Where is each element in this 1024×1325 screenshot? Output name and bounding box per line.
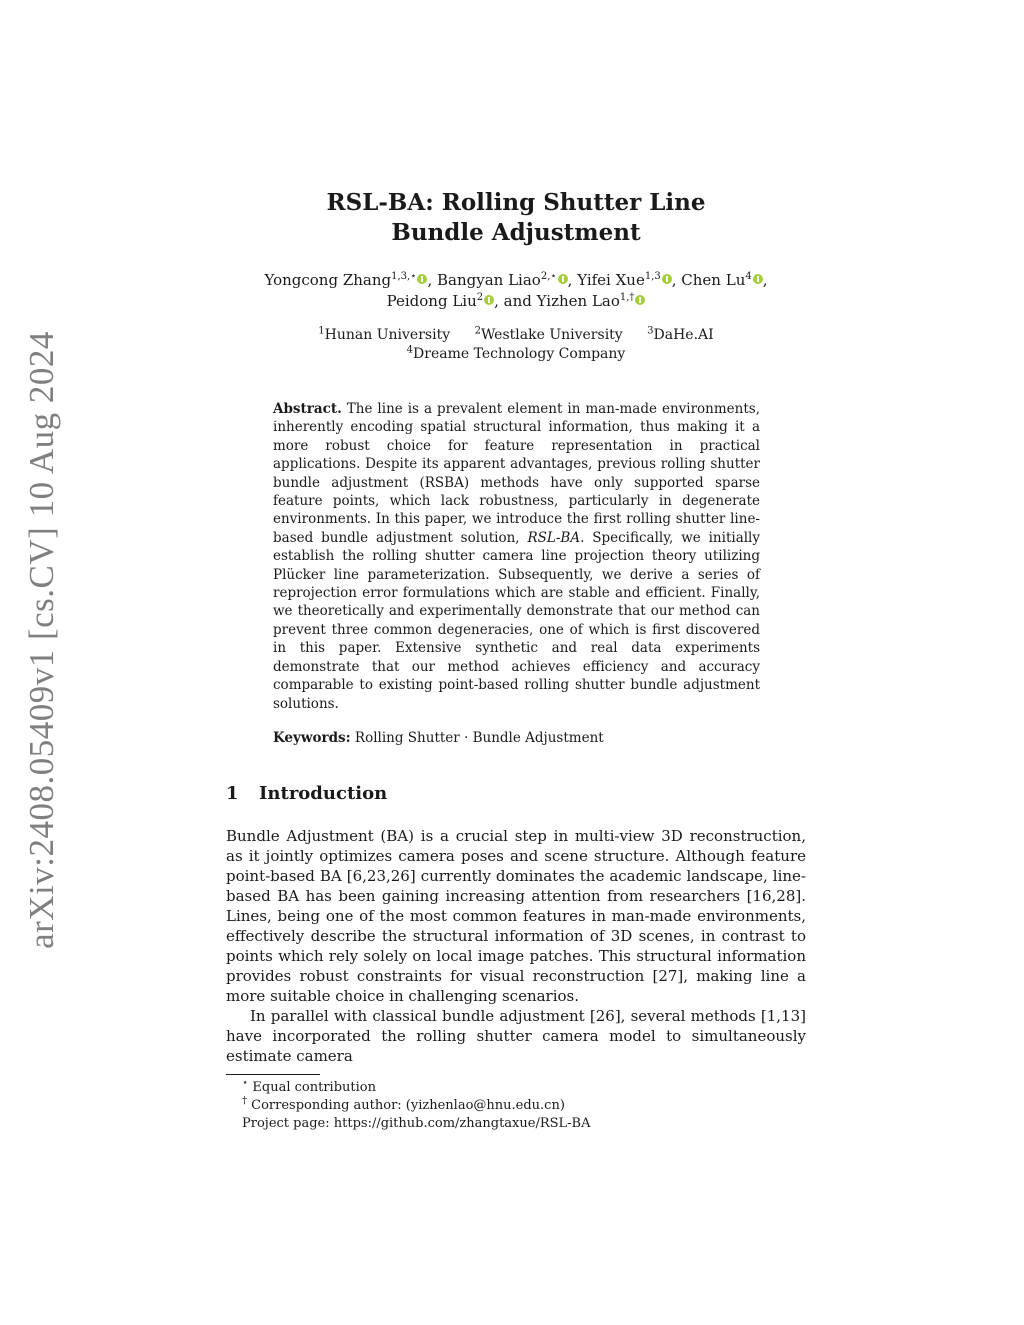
affiliation-list xyxy=(226,326,806,364)
paper-title xyxy=(226,188,806,248)
keywords-text: Rolling Shutter · Bundle Adjustment xyxy=(350,729,604,746)
orcid-icon[interactable] xyxy=(558,274,568,284)
orcid-icon[interactable] xyxy=(635,295,645,305)
abstract-label: Abstract. xyxy=(273,401,342,417)
author-affil-sup: 2 xyxy=(476,292,484,303)
affiliation: Dreame Technology Company xyxy=(413,346,626,362)
affiliation: DaHe.AI xyxy=(653,327,714,343)
orcid-icon[interactable] xyxy=(484,295,494,305)
footnote-equal-contribution: ⋆ Equal contribution xyxy=(242,1077,376,1095)
section-title: Introduction xyxy=(259,782,388,804)
author-separator: , xyxy=(427,271,438,289)
author-name: Bangyan Liao xyxy=(437,271,541,289)
affil-sup: 3 xyxy=(647,325,654,337)
affiliation: Hunan University xyxy=(324,327,451,343)
keywords-label: Keywords: xyxy=(273,729,351,746)
affil-sup: 2 xyxy=(474,325,481,337)
author-list xyxy=(226,270,806,312)
paragraph: Bundle Adjustment (BA) is a crucial step in multi-view 3D reconstruction, as it jointly optimizes camera poses and scene structure. Although feature point-based BA [6,23,26] currently dominates the academic landscape, line-based BA has been gaining increasing attention from researchers [16,28]. Lines, being one of the most common features in man-made environments, effectively describe the structural information of 3D scenes, in contrast to points which rely solely on local image patches. This structural information provides robust constraints for visual reconstruction [27], making line a more suitable choice in challenging scenarios. xyxy=(226,826,806,1005)
author-affil-sup: 2,⋆ xyxy=(540,271,557,282)
abstract-text-part2: . Specifically, we initially establish the rolling shutter camera line projection theory utilizing Plücker line parameterization. Subsequently, we derive a series of reprojection error formulations which are stable and efficient. Finally, we theoretically and experimentally demonstrate that our method can prevent three common degeneracies, one of which is first discovered in this paper. Extensive synthetic and real data experiments demonstrate that our method achieves efficiency and accuracy comparable to existing point-based rolling shutter bundle adjustment solutions. xyxy=(273,529,761,712)
paper-page xyxy=(226,188,806,1133)
orcid-icon[interactable] xyxy=(417,274,427,284)
section-heading xyxy=(226,783,806,804)
abstract-text-part1: The line is a prevalent element in man-made environments, inherently encoding spatial structural information, thus making it a more robust choice for feature representation in practical applications. Despite its apparent advantages, previous rolling shutter bundle adjustment (RSBA) methods have only supported sparse feature points, which lack robustness, particularly in degenerate environments. In this paper, we introduce the first rolling shutter line-based bundle adjustment solution, xyxy=(273,401,760,546)
paragraph: In parallel with classical bundle adjustment [26], several methods [1,13] have incorporated the rolling shutter camera model to simultaneously estimate camera xyxy=(226,1006,806,1065)
introduction-body xyxy=(226,826,806,1066)
title-line-2: Bundle Adjustment xyxy=(391,219,641,246)
title-line-1: RSL-BA: Rolling Shutter Line xyxy=(326,189,706,216)
orcid-icon[interactable] xyxy=(662,274,672,284)
orcid-icon[interactable] xyxy=(753,274,763,284)
author-separator: , xyxy=(762,271,768,289)
author-affil-sup: 1,† xyxy=(619,292,635,303)
footnote-mark: † xyxy=(242,1095,247,1107)
author-separator: , and xyxy=(494,292,537,310)
footnote-mark: ⋆ xyxy=(242,1077,249,1089)
author-name: Chen Lu xyxy=(681,271,746,289)
author-name: Yongcong Zhang xyxy=(264,271,392,289)
author-name: Peidong Liu xyxy=(386,292,477,310)
affil-sup: 4 xyxy=(406,344,414,356)
affiliation: Westlake University xyxy=(480,327,623,343)
footnote-corresponding-author: † Corresponding author: (yizhenlao@hnu.edu.cn) xyxy=(242,1095,565,1113)
author-separator: , xyxy=(671,271,682,289)
author-affil-sup: 1,3,⋆ xyxy=(391,271,417,282)
footnote-divider xyxy=(226,1074,320,1075)
affil-sup: 1 xyxy=(318,325,325,337)
footnotes xyxy=(226,1079,806,1133)
footnote-project-page[interactable]: Project page: https://github.com/zhangtaxue/RSL-BA xyxy=(242,1115,591,1131)
author-affil-sup: 1,3 xyxy=(644,271,661,282)
author-affil-sup: 4 xyxy=(745,271,752,282)
author-name: Yifei Xue xyxy=(577,271,645,289)
arxiv-identifier-stamp: arXiv:2408.05409v1 [cs.CV] 10 Aug 2024 xyxy=(22,331,61,949)
keywords xyxy=(273,729,760,747)
author-name: Yizhen Lao xyxy=(536,292,620,310)
section-number: 1 xyxy=(226,782,239,804)
abstract xyxy=(273,400,760,713)
author-separator: , xyxy=(567,271,578,289)
method-name: RSL-BA xyxy=(527,529,581,546)
